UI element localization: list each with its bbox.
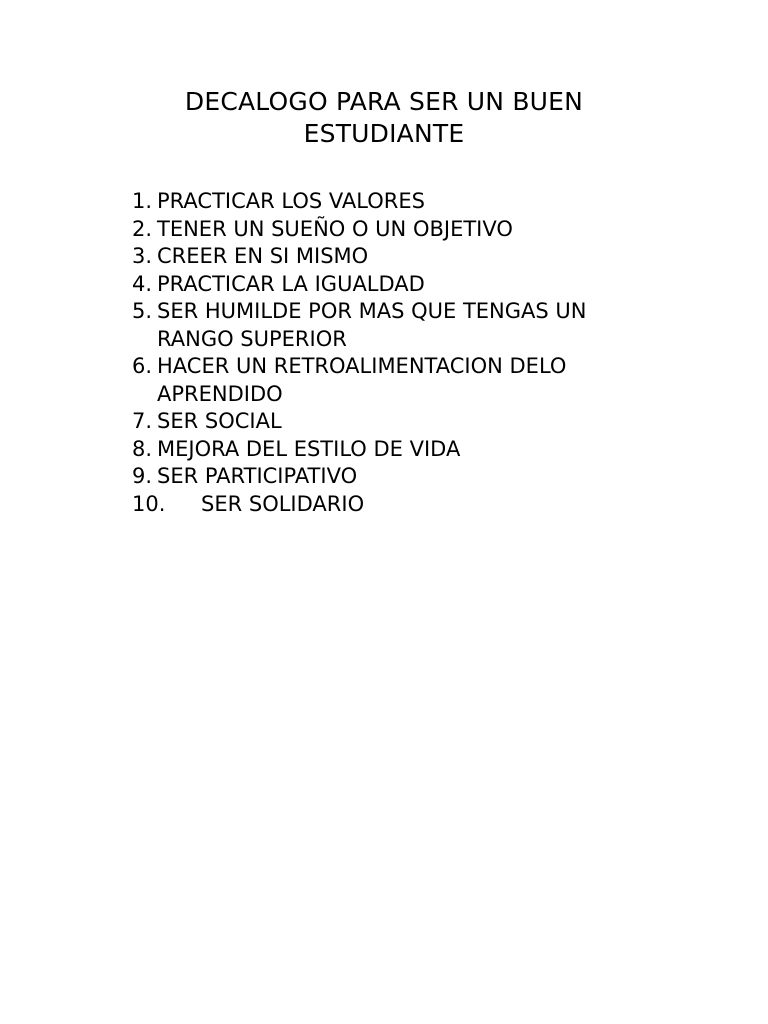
item-number: 8. xyxy=(132,436,153,461)
item-text: SER PARTICIPATIVO xyxy=(157,464,358,488)
list-item xyxy=(132,353,652,408)
item-number: 2. xyxy=(132,216,153,241)
item-text: PRACTICAR LOS VALORES xyxy=(157,189,425,213)
item-number: 6. xyxy=(132,354,153,378)
item-number: 1. xyxy=(132,189,153,213)
item-text: SER SOCIAL xyxy=(157,409,282,433)
list-item xyxy=(132,408,652,436)
item-number: 10. xyxy=(132,491,166,516)
item-text: HACER UN RETROALIMENTACION DELO APRENDIDO xyxy=(157,354,567,406)
item-text: CREER EN SI MISMO xyxy=(157,244,369,268)
list-item xyxy=(132,271,652,299)
list-item xyxy=(132,243,652,271)
item-number: 4. xyxy=(132,271,153,296)
item-number: 7. xyxy=(132,409,153,433)
list-item xyxy=(132,188,652,216)
decalogue-list xyxy=(132,188,652,518)
list-item xyxy=(132,491,652,519)
item-text: PRACTICAR LA IGUALDAD xyxy=(157,271,425,296)
item-text: TENER UN SUEÑO O UN OBJETIVO xyxy=(157,216,513,241)
item-number: 9. xyxy=(132,464,153,488)
item-number: 5. xyxy=(132,299,153,323)
document-title: DECALOGO PARA SER UN BUEN ESTUDIANTE xyxy=(184,87,584,148)
item-text: MEJORA DEL ESTILO DE VIDA xyxy=(157,436,461,461)
item-number: 3. xyxy=(132,244,153,268)
item-text: SER HUMILDE POR MAS QUE TENGAS UN RANGO SUPERIOR xyxy=(157,299,587,351)
list-item xyxy=(132,463,652,491)
list-item xyxy=(132,216,652,244)
list-item xyxy=(132,436,652,464)
item-text: SER SOLIDARIO xyxy=(201,491,365,516)
list-item xyxy=(132,298,652,353)
